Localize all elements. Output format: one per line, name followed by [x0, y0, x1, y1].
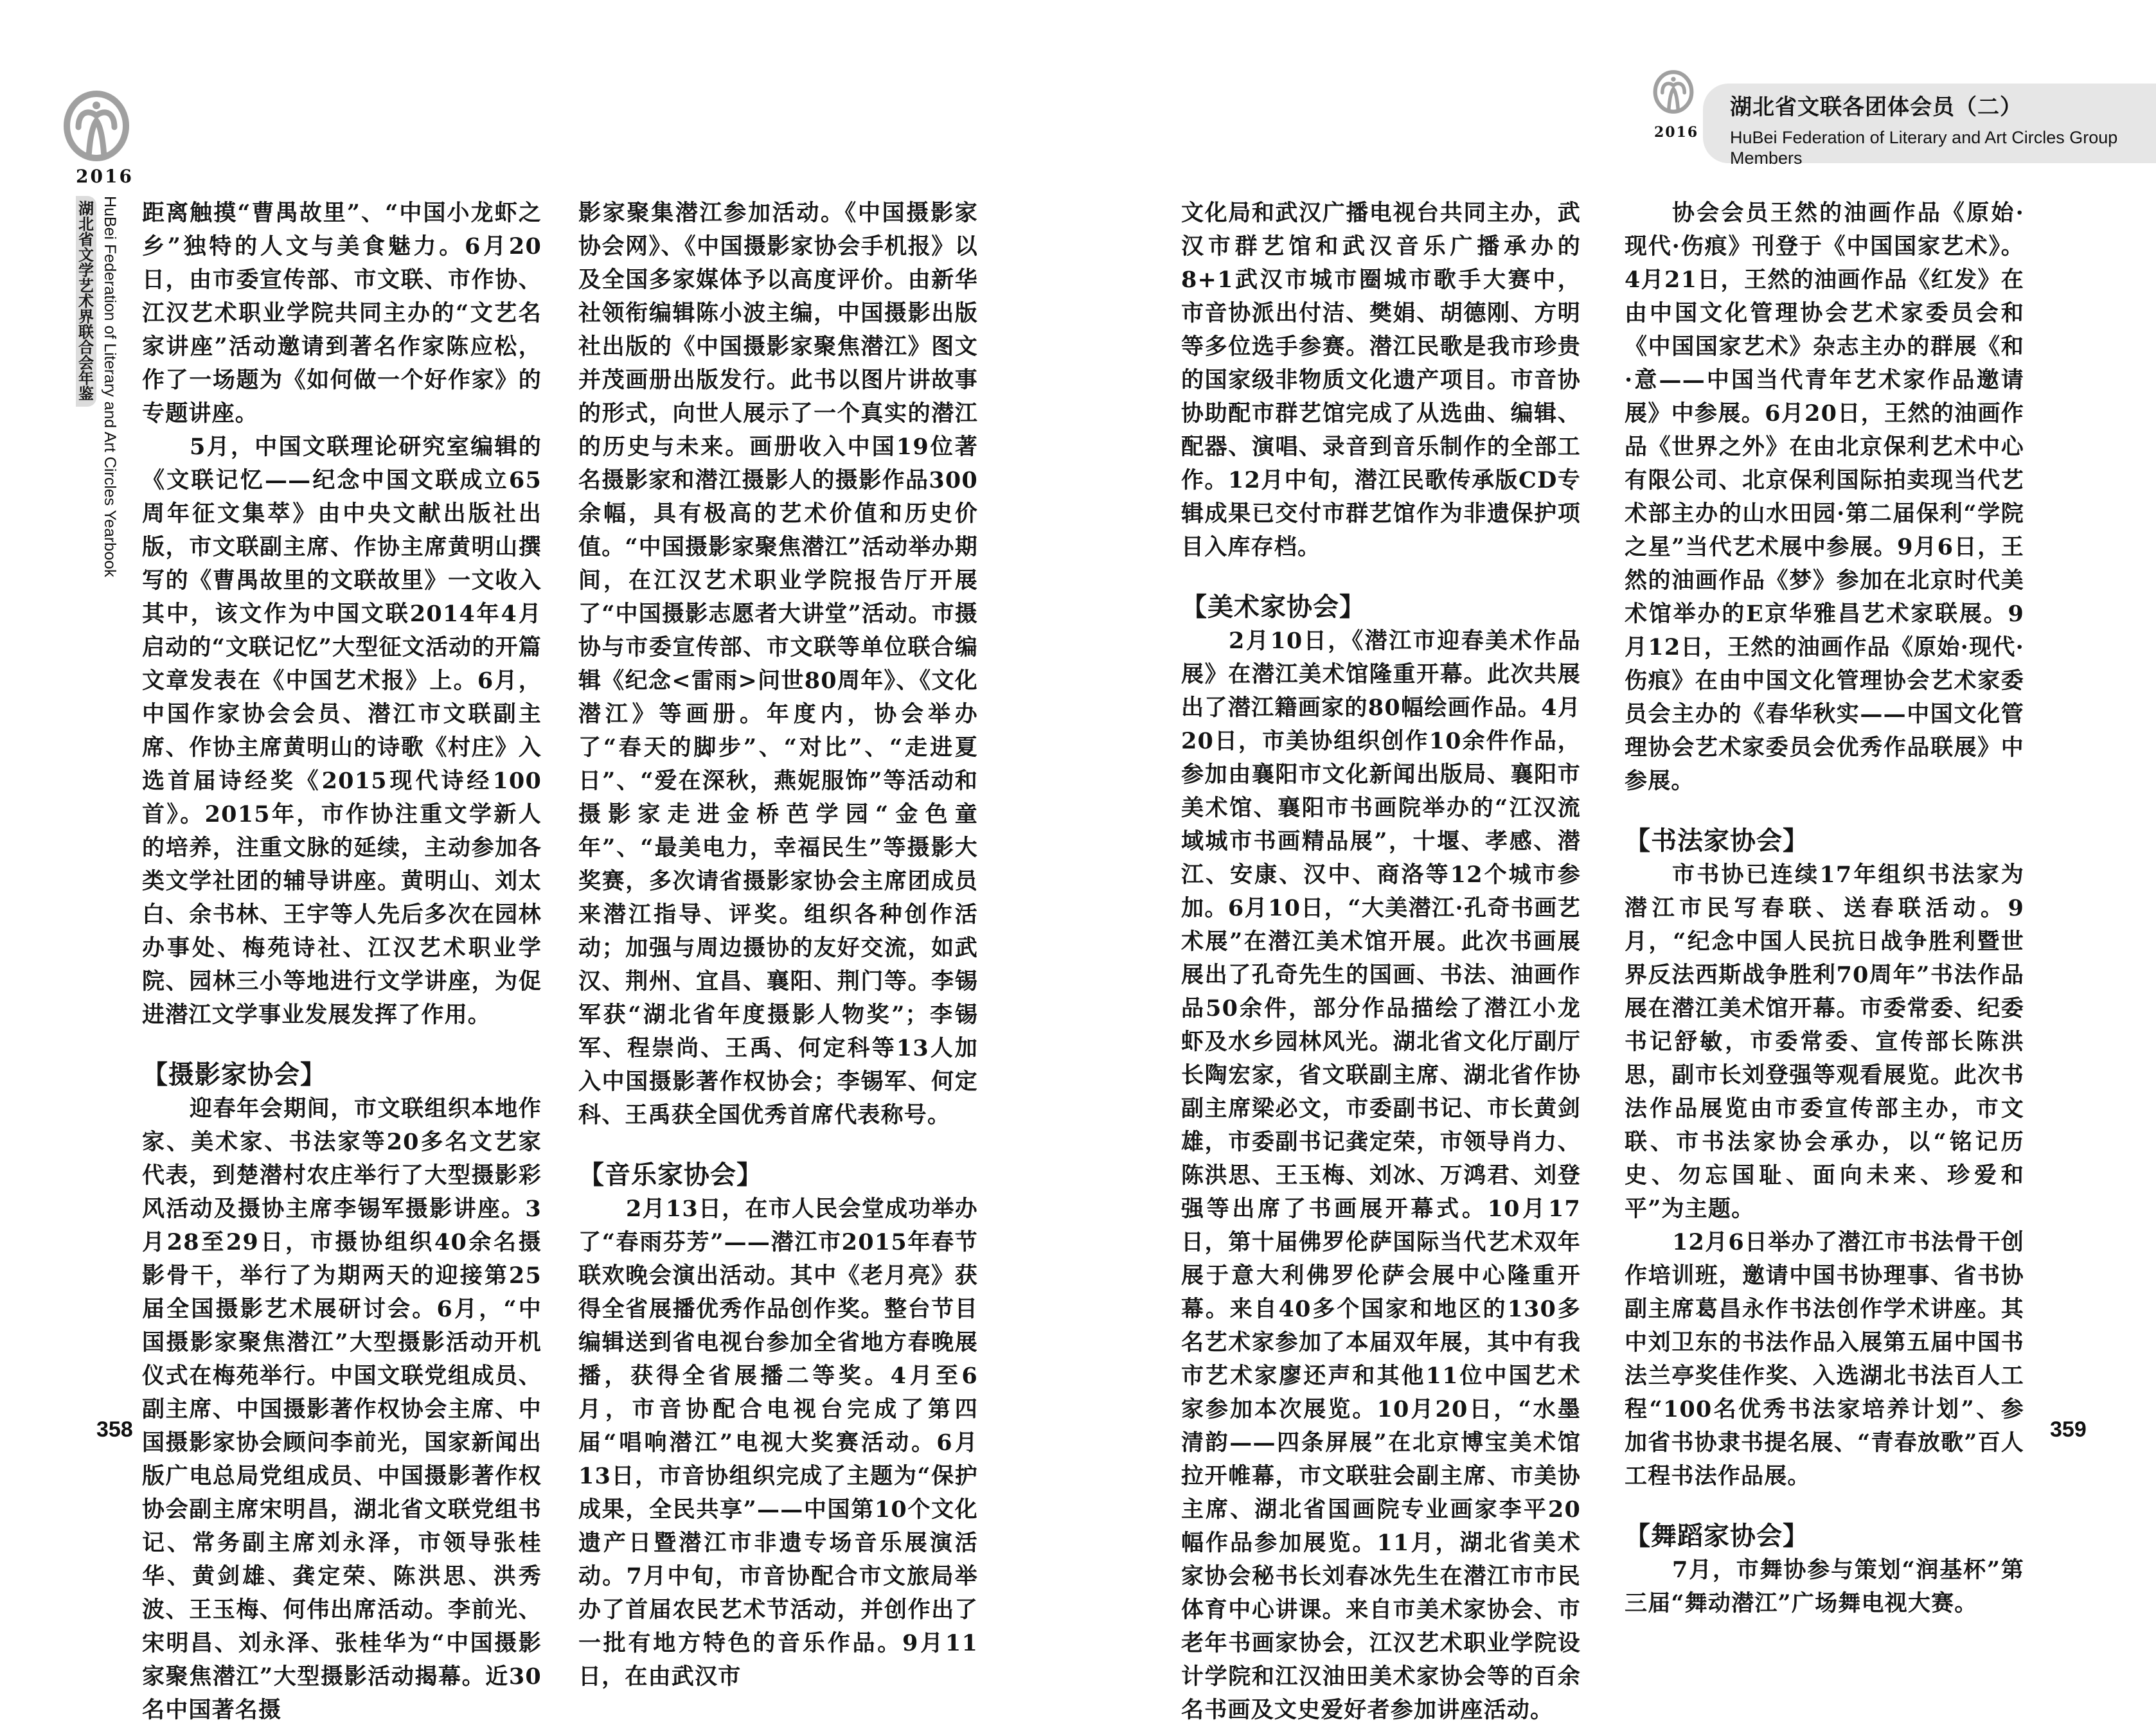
side-tab-char: 联 [78, 323, 94, 341]
federation-logo-icon [63, 90, 130, 162]
paragraph: 2月10日，《潜江市迎春美术作品展》在潜江美术馆隆重开幕。此次共展出了潜江籍画家的80幅绘画作品。4月20日，市美协组织创作10余件作品，参加由襄阳市文化新闻出版局、襄阳市美术馆、襄阳市书画院举办的“江汉流域城市书画精品展”，十堰、孝感、潜江、安康、汉中、商洛等12个城市参加。6月10日，“大美潜江·孔奇书画艺术展”在潜江美术馆开展。此次书画展展出了孔奇先生的国画、书法、油画作品50余件，部分作品描绘了潜江小龙虾及水乡园林风光。湖北省文化厅副厅长陶宏家，省文联副主席、湖北省作协副主席梁必文，市委副书记、市长黄剑雄，市委副书记龚定荣，市领导肖力、陈洪思、王玉梅、刘冰、万鸿君、刘登强等出席了书画展开幕式。10月17日，第十届佛罗伦萨国际当代艺术双年展于意大利佛罗伦萨会展中心隆重开幕。来自40多个国家和地区的130多名艺术家参加了本届双年展，其中有我市艺术家廖还声和其他11位中国艺术家参加本次展览。10月20日，“水墨清韵——四条屏展”在北京博宝美术馆拉开帷幕，市文联驻会副主席、市美协主席、湖北省国画院专业画家李平20幅作品参加展览。11月，湖北省美术家协会秘书长刘春冰先生在潜江市市民体育中心讲课。来自市美术家协会、市老年书画家协会，江汉艺术职业学院设计学院和江汉油田美术家协会等的百余名书画及文史爱好者参加讲座活动。 [1181, 628, 1581, 1723]
side-english-title: HuBei Federation of Literary and Art Circles Yearbook [101, 196, 119, 578]
federation-logo-icon [1653, 69, 1694, 114]
side-tab-char: 鉴 [78, 384, 94, 403]
column-4 [1625, 197, 2024, 1620]
side-tab-char: 合 [78, 338, 94, 357]
side-tab-char: 学 [78, 261, 94, 279]
side-tab-char: 文 [78, 245, 94, 264]
section-heading-fine-arts: 【美术家协会】 [1181, 592, 1366, 622]
side-tab-char: 会 [78, 353, 94, 372]
section-heading-calligraphy: 【书法家协会】 [1625, 826, 1809, 856]
paragraph: 协会会员王然的油画作品《原始·现代·伤痕》刊登于《中国国家艺术》。4月21日，王然的油画作品《红发》在由中国文化管理协会艺术家委员会和《中国国家艺术》杂志主办的群展《和·意——中国当代青年艺术家作品邀请展》中参展。6月20日，王然的油画作品《世界之外》在由北京保利艺术中心有限公司、北京保利国际拍卖现当代艺术部主办的山水田园·第二届保利“学院之星”当代艺术展中参展。9月6日，王然的油画作品《梦》参加在北京时代美术馆举办的E京华雅昌艺术家联展。9月12日，王然的油画作品《原始·现代·伤痕》在由中国文化管理协会艺术家委员会主办的《春华秋实——中国文化管理协会艺术家委员会优秀作品联展》中参展。 [1625, 200, 2024, 794]
year-label: 2016 [1654, 124, 1699, 141]
header-title: 湖北省文联各团体会员（二） [1730, 94, 2022, 120]
paragraph: 12月6日举办了潜江市书法骨干创作培训班，邀请中国书协理事、省书协副主席葛昌永作书法创作学术讲座。其中刘卫东的书法作品入展第五届中国书法兰亭奖佳作奖、入选湖北书法百人工程“100名优秀书法家培养计划”、参加省书协隶书提名展、“青春放歌”百人工程书法作品展。 [1625, 1229, 2024, 1489]
paragraph: 7月，市舞协参与策划“润基杯”第三届“舞动潜江”广场舞电视大赛。 [1625, 1557, 2024, 1616]
side-tab-char: 艺 [78, 276, 94, 295]
paragraph: 影家聚集潜江参加活动。《中国摄影家协会网》、《中国摄影家协会手机报》以及全国多家媒体予以高度评价。由新华社领衔编辑陈小波主编，中国摄影出版社出版的《中国摄影家聚焦潜江》图文并茂画册出版发行。此书以图片讲故事的形式，向世人展示了一个真实的潜江的历史与未来。画册收入中国19位著名摄影家和潜江摄影人的摄影作品300余幅，具有极高的艺术价值和历史价值。“中国摄影家聚焦潜江”活动举办期间，在江汉艺术职业学院报告厅开展了“中国摄影志愿者大讲堂”活动。市摄协与市委宣传部、市文联等单位联合编辑《纪念<雷雨>问世80周年》、《文化潜江》等画册。年度内，协会举办了“春天的脚步”、“对比”、“走进夏日”、“爱在深秋，燕妮服饰”等活动和摄影家走进金桥芭学园“金色童年”、“最美电力，幸福民生”等摄影大奖赛，多次请省摄影家协会主席团成员来潜江指导、评奖。组织各种创作活动；加强与周边摄协的友好交流，如武汉、荆州、宜昌、襄阳、荆门等。李锡军获“湖北省年度摄影人物奖”；李锡军、程崇尚、王禹、何定科等13人加入中国摄影著作权协会；李锡军、何定科、王禹获全国优秀首席代表称号。 [578, 200, 978, 1128]
side-tab-char: 界 [78, 307, 94, 326]
year-label: 2016 [76, 166, 134, 187]
column-2 [578, 197, 978, 1694]
section-heading-photography: 【摄影家协会】 [142, 1060, 326, 1090]
side-tab-char: 术 [78, 292, 94, 310]
side-tab-char: 省 [78, 230, 94, 249]
side-tab-char: 北 [78, 215, 94, 233]
side-tab-char: 湖 [78, 199, 94, 218]
page-number-right: 359 [2050, 1417, 2087, 1442]
header-english-title: HuBei Federation of Literary and Art Circles Group Members [1730, 128, 2118, 168]
side-tab-vertical-title [76, 196, 96, 407]
paragraph: 文化局和武汉广播电视台共同主办，武汉市群艺馆和武汉音乐广播承办的8+1武汉市城市圈城市歌手大赛中，市音协派出付洁、樊娟、胡德刚、方明等多位选手参赛。潜江民歌是我市珍贵的国家级非物质文化遗产项目。市音协协助配市群艺馆完成了从选曲、编辑、配器、演唱、录音到音乐制作的全部工作。12月中旬，潜江民歌传承版CD专辑成果已交付市群艺馆作为非遗保护项目入库存档。 [1181, 200, 1581, 560]
paragraph: 市书协已连续17年组织书法家为潜江市民写春联、送春联活动。9月，“纪念中国人民抗日战争胜利暨世界反法西斯战争胜利70周年”书法作品展在潜江美术馆开幕。市委常委、纪委书记舒敏，市委常委、宣传部长陈洪思，副市长刘登强等观看展览。此次书法作品展览由市委宣传部主办，市文联、市书法家协会承办，以“铭记历史、勿忘国耻、面向未来、珍爱和平”为主题。 [1625, 862, 2024, 1222]
page-number-left: 358 [96, 1417, 133, 1442]
section-heading-music: 【音乐家协会】 [578, 1160, 763, 1190]
column-1 [142, 197, 542, 1727]
paragraph: 5月，中国文联理论研究室编辑的《文联记忆——纪念中国文联成立65周年征文集萃》由中央文献出版社出版，市文联副主席、作协主席黄明山撰写的《曹禺故里的文联故里》一文收入其中，该文作为中国文联2014年4月启动的“文联记忆”大型征文活动的开篇文章发表在《中国艺术报》上。6月，中国作家协会会员、潜江市文联副主席、作协主席黄明山的诗歌《村庄》入选首届诗经奖《2015现代诗经100首》。2015年，市作协注重文学新人的培养，注重文脉的延续，主动参加各类文学社团的辅导讲座。黄明山、刘太白、余书林、王宇等人先后多次在园林办事处、梅苑诗社、江汉艺术职业学院、园林三小等地进行文学讲座，为促进潜江文学事业发展发挥了作用。 [142, 434, 542, 1028]
section-heading-dance: 【舞蹈家协会】 [1625, 1521, 1809, 1551]
side-tab-char: 年 [78, 369, 94, 387]
column-3 [1181, 197, 1581, 1727]
paragraph: 2月13日，在市人民会堂成功举办了“春雨芬芳”——潜江市2015年春节联欢晚会演出活动。其中《老月亮》获得全省展播优秀作品创作奖。整台节目编辑送到省电视台参加全省地方春晚展播，获得全省展播二等奖。4月至6月，市音协配合电视台完成了第四届“唱响潜江”电视大奖赛活动。6月13日，市音协组织完成了主题为“保护成果，全民共享”——中国第10个文化遗产日暨潜江市非遗专场音乐展演活动。7月中旬，市音协配合市文旅局举办了首届农民艺术节活动，并创作出了一批有地方特色的音乐作品。9月11日，在由武汉市 [578, 1196, 978, 1690]
paragraph: 迎春年会期间，市文联组织本地作家、美术家、书法家等20多名文艺家代表，到楚潜村农庄举行了大型摄影彩风活动及摄协主席李锡军摄影讲座。3月28至29日，市摄协组织40余名摄影骨干，举行了为期两天的迎接第25届全国摄影艺术展研讨会。6月，“中国摄影家聚焦潜江”大型摄影活动开机仪式在梅苑举行。中国文联党组成员、副主席、中国摄影著作权协会主席、中国摄影家协会顾问李前光，国家新闻出版广电总局党组成员、中国摄影著作权协会副主席宋明昌，湖北省文联党组书记、常务副主席刘永泽，市领导张桂华、黄剑雄、龚定荣、陈洪思、洪秀波、王玉梅、何伟出席活动。李前光、宋明昌、刘永泽、张桂华为“中国摄影家聚焦潜江”大型摄影活动揭幕。近30名中国著名摄 [142, 1095, 542, 1723]
paragraph: 距离触摸“曹禺故里”、“中国小龙虾之乡”独特的人文与美食魅力。6月20日，由市委宣传部、市文联、市作协、江汉艺术职业学院共同主办的“文艺名家讲座”活动邀请到著名作家陈应松，作了一场题为《如何做一个好作家》的专题讲座。 [142, 200, 542, 427]
